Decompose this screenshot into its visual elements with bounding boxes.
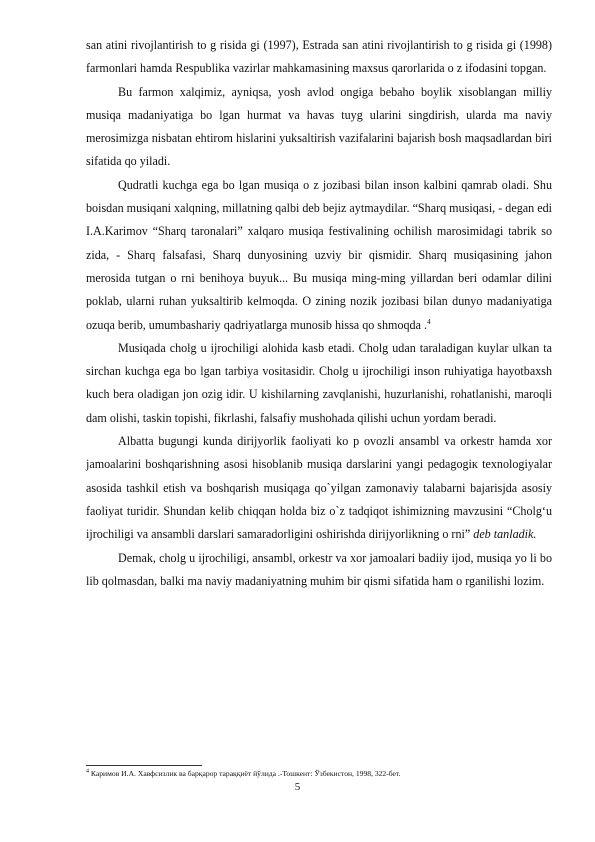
paragraph-text: Qudratli kuchga ega bo lgan musiqa o z jozibasi bilan inson kalbini qamrab oladi. Shu boisdan musiqani xalqning, millatning qalbi deb bejiz aytmaydilar. “Sharq musiqasi, - degan edi I.A.Karimov “Sharq taronalari” xalqaro musiqa festivalining ochilish marosimidagi tabrik so zida, - Sharq falsafasi, Sharq dunyosining uzviy bir qismidir. Sharq musiqasining jahon merosida tutgan o rni benihoya buyuk... Bu musiqa ming-ming yillardan beri odamlar dilini poklab, ularni ruhan yuksaltirib kelmoqda. O zining nozik jozibasi bilan dunyo madaniyatiga ozuqa berib, umumbashariy qadriyatlarga munosib hissa qo shmoqda . bbox=[86, 177, 552, 332]
footnote-divider bbox=[86, 765, 202, 766]
paragraph-text-italic: deb tanladik. bbox=[473, 527, 537, 542]
paragraph-text: Bu farmon xalqimiz, ayniqsa, yosh avlod ongiga bebaho boylik xisoblangan milliy musiqa madaniyatiga bo lgan hurmat va havas tuyg ularini singdirish, ularda ma naviy merosimizga nisbatan ehtirom hislarini yuksaltirish vazifalarini bajarish bosh maqsadlardan biri sifatida qo yiladi. bbox=[86, 84, 552, 169]
paragraph bbox=[86, 81, 552, 174]
footnote-text: Каримов И.А. Хавфсизлик ва барқарор тараққиёт йўлида .-Тошкент: Ўзбекистон, 1998, 322-бет. bbox=[89, 769, 401, 778]
footnote-reference[interactable]: 4 bbox=[427, 316, 431, 326]
paragraph-text: Musiqada cholg u ijrochiligi alohida kasb etadi. Cholg udan taraladigan kuylar ulkan ta sirchan kuchga ega bo lgan tarbiya vositasidir. Cholg u ijrochiligi inson ruhiyatiga hayotbaxsh kuch bera oladigan jon ozig idir. U kishilarning zavqlanishi, huzurlanishi, rohatlanishi, maroqli dam olishi, taskin topishi, fikrlashi, falsafiy mushohada qilishi uchun yordam beradi. bbox=[86, 340, 552, 425]
page-number: 5 bbox=[294, 781, 301, 793]
paragraph-text: Albatta bugungi kunda dirijyorlik faoliyati ko p ovozli ansambl va orkestr hamda xor jamoalarini boshqarishning asosi hisoblanib musiqa darslarini yangi pedagogiк texnologiyalar asosida tashkil etish va boshqarish musiqaga qo`yilgan zamonaviy talabarni bajarisjda asosiy faoliyat turidir. Shundan kelib chiqqan holda biz o`z tadqiqot ishimizning mavzusini “Cholg‘u ijrochiligi va ansambli darslari samaradorligini oshirishda dirijyorlikning o rni” bbox=[86, 434, 552, 542]
paragraph bbox=[86, 174, 552, 337]
paragraph bbox=[86, 34, 552, 81]
document-body bbox=[86, 34, 552, 593]
footnote bbox=[86, 769, 552, 779]
paragraph-text: Demak, cholg u ijrochiligi, ansambl, orkestr va xor jamoalari badiiy ijod, musiqa yo li bo lib qolmasdan, balki ma naviy madaniyatning muhim bir qismi sifatida ham o rganilishi lozim. bbox=[86, 550, 552, 588]
footnote-number: 4 bbox=[86, 768, 89, 775]
paragraph-text: san atini rivojlantirish to g risida gi (1997), Estrada san atini rivojlantirish to g risida gi (1998) farmonlari hamda Respublika vazirlar mahkamasining maxsus qarorlarida o z ifodasini topgan. bbox=[86, 38, 552, 76]
paragraph bbox=[86, 337, 552, 430]
paragraph bbox=[86, 430, 552, 546]
paragraph bbox=[86, 547, 552, 594]
